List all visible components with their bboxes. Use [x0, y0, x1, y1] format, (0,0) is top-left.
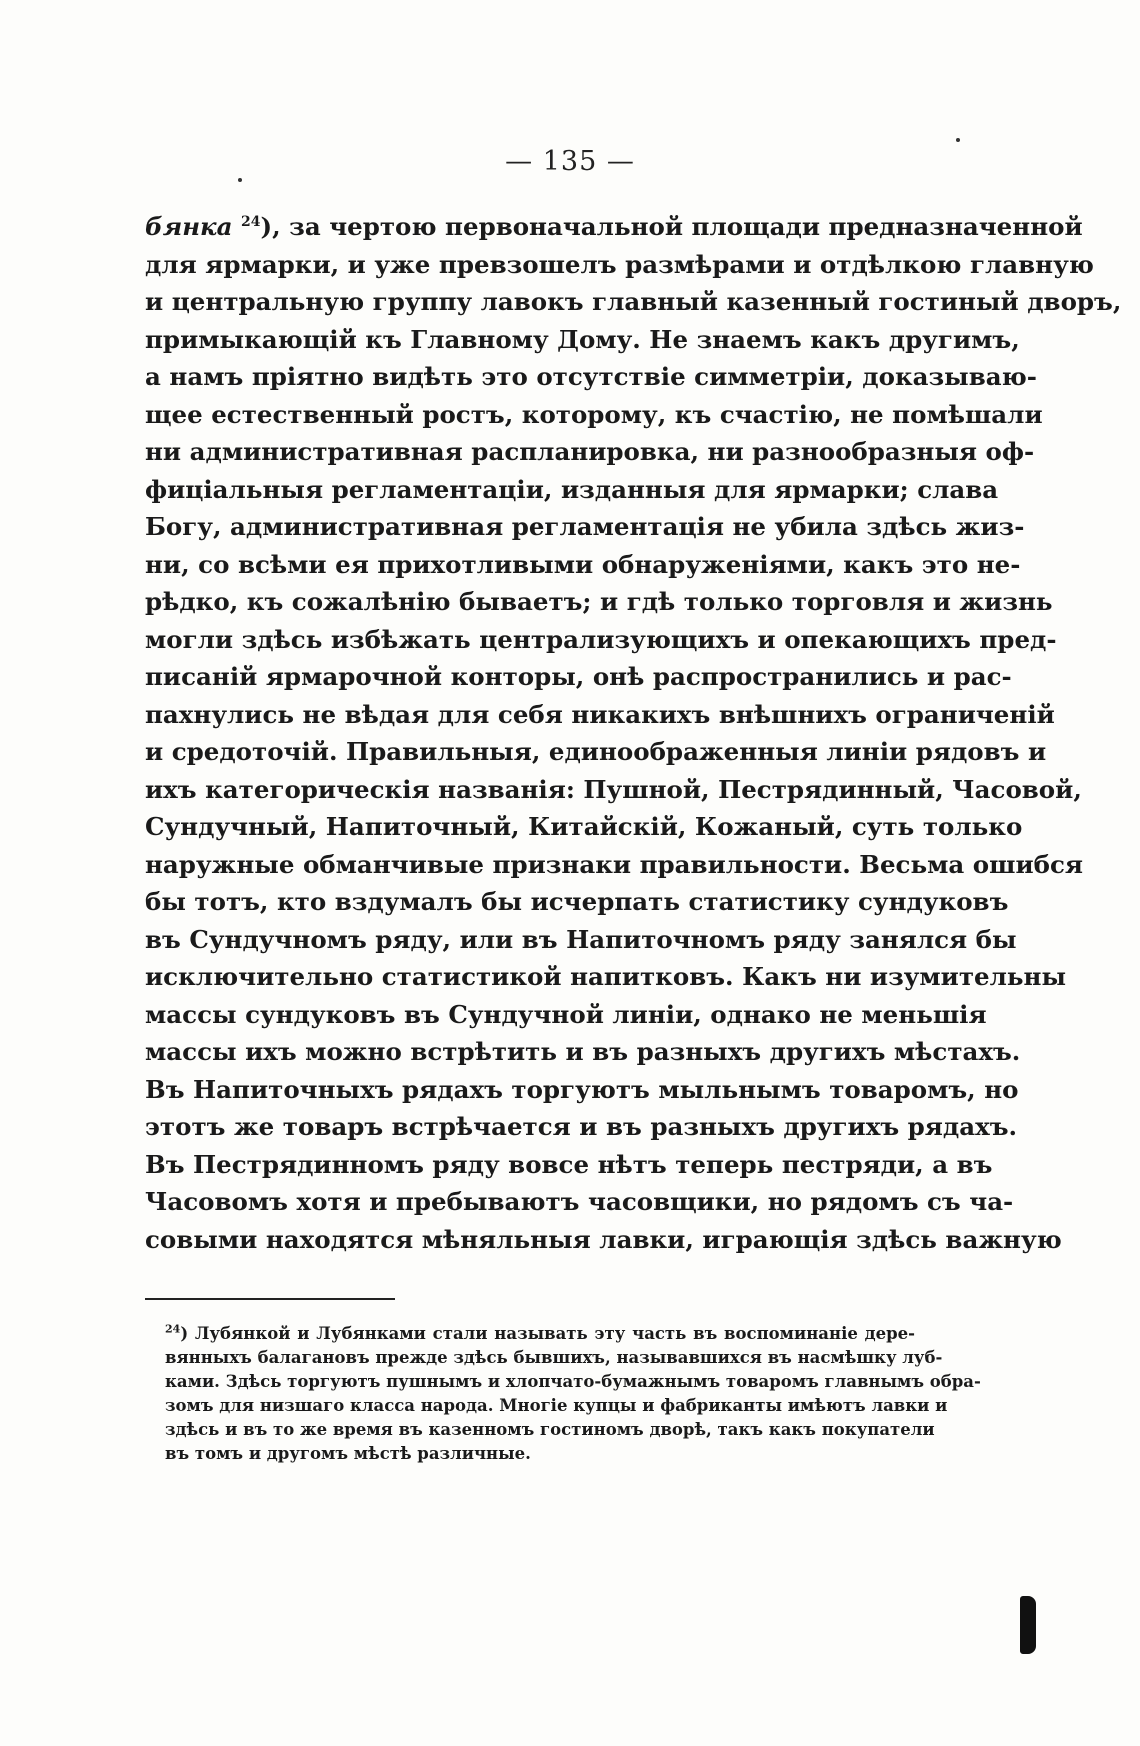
- text-line-10: ни, со всѣми ея прихотливыми обнаруженіями, какъ это не-: [145, 549, 1021, 579]
- footnote-divider: [145, 1298, 395, 1300]
- text-line-20: въ Сундучномъ ряду, или въ Напиточномъ ряду занялся бы: [145, 924, 1017, 954]
- footnote-line-4: зомъ для низшаго класса народа. Многіе купцы и фабриканты имѣютъ лавки и: [165, 1396, 948, 1415]
- text-line-1: [145, 208, 1083, 246]
- text-line-27: Часовомъ хотя и пребываютъ часовщики, но рядомъ съ ча-: [145, 1187, 1014, 1216]
- text-line-13: писаній ярмарочной конторы, онѣ распространились и рас-: [145, 662, 1012, 691]
- page-number: — 135 —: [505, 146, 635, 177]
- text-line-4: примыкающій къ Главному Дому. Не знаемъ какъ другимъ,: [145, 324, 1020, 354]
- footnote-line-3: ками. Здѣсь торгуютъ пушнымъ и хлопчато-бумажнымъ товаромъ главнымъ обра-: [165, 1372, 981, 1391]
- footnote-marker: 24: [165, 1322, 181, 1336]
- text-line-11: рѣдко, къ сожалѣнію бываетъ; и гдѣ только торговля и жизнь: [145, 587, 1053, 616]
- text-line-12: могли здѣсь избѣжать централизующихъ и опекающихъ пред-: [145, 624, 1057, 654]
- main-text: [145, 208, 1122, 1258]
- text-line-19: бы тотъ, кто вздумалъ бы исчерпать статистику сундуковъ: [145, 887, 1009, 916]
- text-line-7: ни административная распланировка, ни разнообразныя оф-: [145, 437, 1035, 466]
- text-line-17: Сундучный, Напиточный, Китайскій, Кожаный, суть только: [145, 812, 1023, 841]
- text-line-18: наружные обманчивые признаки правильности. Весьма ошибся: [145, 849, 1083, 879]
- text-line-26: Въ Пестрядинномъ ряду вовсе нѣтъ теперь пестряди, а въ: [145, 1149, 993, 1179]
- first-line-italic: бянка: [145, 212, 233, 241]
- footnote-line-6: въ томъ и другомъ мѣстѣ различные.: [165, 1444, 531, 1463]
- text-line-6: щее естественный ростъ, которому, къ счастію, не помѣшали: [145, 399, 1043, 429]
- text-line-5: а намъ пріятно видѣть это отсутствіе симметріи, доказываю-: [145, 362, 1037, 391]
- text-line-21: исключительно статистикой напитковъ. Какъ ни изумительны: [145, 962, 1067, 991]
- text-line-9: Богу, административная регламентація не убила здѣсь жиз-: [145, 512, 1025, 541]
- footnote: [165, 1322, 981, 1466]
- text-line-16: ихъ категорическія названія: Пушной, Пестрядинный, Часовой,: [145, 774, 1082, 804]
- footnote-line-1: [165, 1322, 915, 1346]
- text-line-24: Въ Напиточныхъ рядахъ торгуютъ мыльнымъ товаромъ, но: [145, 1074, 1019, 1104]
- footnote-line-5: здѣсь и въ то же время въ казенномъ гостиномъ дворѣ, такъ какъ покупатели: [165, 1420, 935, 1439]
- footnote-line-2: вянныхъ балагановъ прежде здѣсь бывшихъ, называвшихся въ насмѣшку луб-: [165, 1348, 943, 1367]
- footnote-reference: 24: [241, 213, 261, 230]
- text-line-14: пахнулись не вѣдая для себя никакихъ внѣшнихъ ограниченій: [145, 699, 1055, 729]
- text-line-22: массы сундуковъ въ Сундучной линіи, однако не меньшія: [145, 999, 987, 1029]
- scan-speck: [238, 178, 242, 182]
- text-line-25: этотъ же товаръ встрѣчается и въ разныхъ другихъ рядахъ.: [145, 1112, 1018, 1141]
- text-line-23: массы ихъ можно встрѣтить и въ разныхъ другихъ мѣстахъ.: [145, 1037, 1021, 1066]
- text-line-2: для ярмарки, и уже превзошелъ размѣрами и отдѣлкою главную: [145, 249, 1094, 279]
- scan-speck: [956, 138, 960, 142]
- text-line-3: и центральную группу лавокъ главный казенный гостиный дворъ,: [145, 287, 1122, 316]
- text-line-8: фиціальныя регламентаціи, изданныя для ярмарки; слава: [145, 474, 999, 504]
- footnote-line-1-text: ) Лубянкой и Лубянками стали называть эту часть въ воспоминаніе дере-: [180, 1324, 915, 1343]
- scan-edge-mark: [1020, 1596, 1036, 1654]
- text-line-15: и средоточій. Правильныя, единоображенныя линіи рядовъ и: [145, 737, 1047, 766]
- first-line-rest: ), за чертою первоначальной площади предназначенной: [260, 212, 1083, 241]
- text-line-28: совыми находятся мѣняльныя лавки, играющія здѣсь важную: [145, 1224, 1062, 1254]
